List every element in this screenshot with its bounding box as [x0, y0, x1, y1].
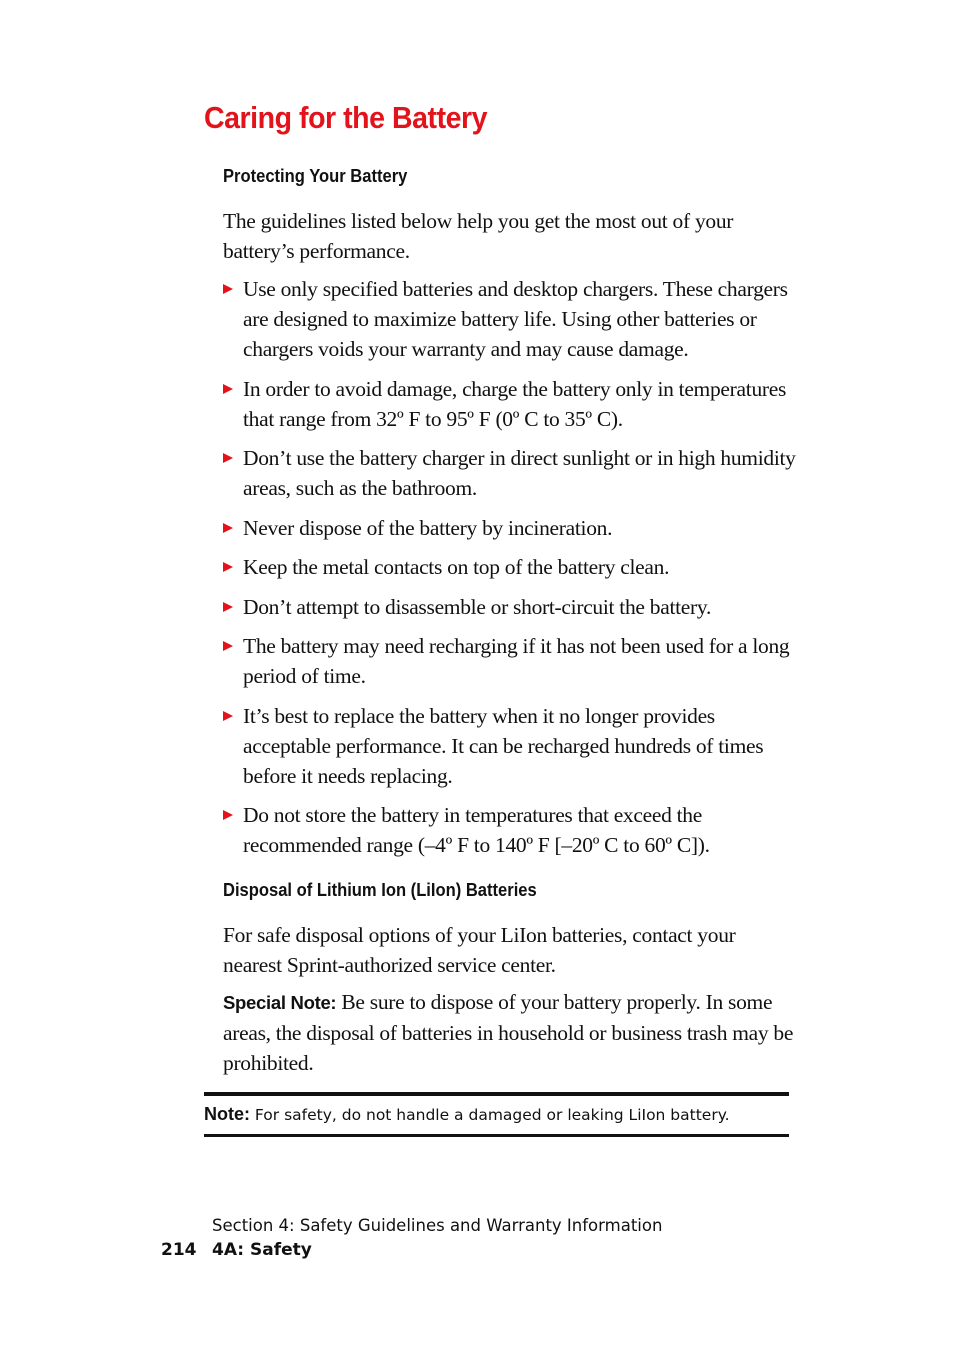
list-item-text: Don’t use the battery charger in direct sunlight or in high humidity areas, such as the bathroom. [243, 446, 796, 500]
list-item [223, 701, 798, 791]
list-item [223, 552, 798, 582]
bullet-arrow-icon [223, 562, 233, 572]
disposal-text: For safe disposal options of your LiIon batteries, contact your nearest Sprint-authorized service center. [223, 923, 736, 977]
bullet-arrow-icon [223, 453, 233, 463]
protecting-intro: The guidelines listed below help you get the most out of your battery’s performance. [223, 209, 734, 263]
page-number: 214 [161, 1240, 197, 1260]
bullet-arrow-icon [223, 523, 233, 533]
disposal-heading: Disposal of Lithium Ion (LiIon) Batteries [223, 880, 537, 900]
special-note-label: Special Note: [223, 992, 337, 1013]
footer-page-line [161, 1240, 312, 1260]
page-title: Caring for the Battery [204, 100, 488, 135]
list-item [223, 513, 798, 543]
list-item [223, 592, 798, 622]
footer-section-title: Section 4: Safety Guidelines and Warranty Information [212, 1216, 663, 1235]
bullet-arrow-icon [223, 641, 233, 651]
list-item-text: The battery may need recharging if it has not been used for a long period of time. [243, 634, 790, 688]
list-item [223, 374, 798, 434]
protecting-heading: Protecting Your Battery [223, 166, 408, 186]
list-item [223, 274, 798, 364]
list-item-text: Do not store the battery in temperatures that exceed the recommended range (–4º F to 140º F [–20º C to 60º C]). [243, 803, 710, 857]
list-item-text: Use only specified batteries and desktop chargers. These chargers are designed to maximize battery life. Using other batteries or chargers voids your warranty and may cause damage. [243, 277, 788, 361]
battery-guidelines-list [223, 274, 798, 870]
list-item-text: Don’t attempt to disassemble or short-circuit the battery. [243, 594, 712, 619]
special-note [223, 987, 798, 1078]
bullet-arrow-icon [223, 284, 233, 294]
list-item-text: Keep the metal contacts on top of the battery clean. [243, 555, 670, 579]
chapter-label: 4A: Safety [212, 1240, 312, 1260]
note-text: For safety, do not handle a damaged or leaking LiIon battery. [250, 1106, 730, 1124]
list-item [223, 800, 798, 860]
list-item-text: In order to avoid damage, charge the battery only in temperatures that range from 32º F to 95º F (0º C to 35º C). [243, 376, 787, 431]
bullet-arrow-icon [223, 602, 233, 612]
bullet-arrow-icon [223, 810, 233, 820]
list-item-text: Never dispose of the battery by incineration. [243, 515, 613, 540]
safety-note-box [204, 1092, 789, 1137]
bullet-arrow-icon [223, 384, 233, 394]
list-item [223, 631, 798, 691]
special-note-text: Be sure to dispose of your battery properly. In some areas, the disposal of batteries in household or business trash may be prohibited. [223, 990, 794, 1075]
list-item [223, 443, 798, 503]
list-item-text: It’s best to replace the battery when it no longer provides acceptable performance. It can be recharged hundreds of times before it needs replacing. [243, 703, 764, 788]
bullet-arrow-icon [223, 711, 233, 721]
note-label: Note: [204, 1104, 250, 1124]
